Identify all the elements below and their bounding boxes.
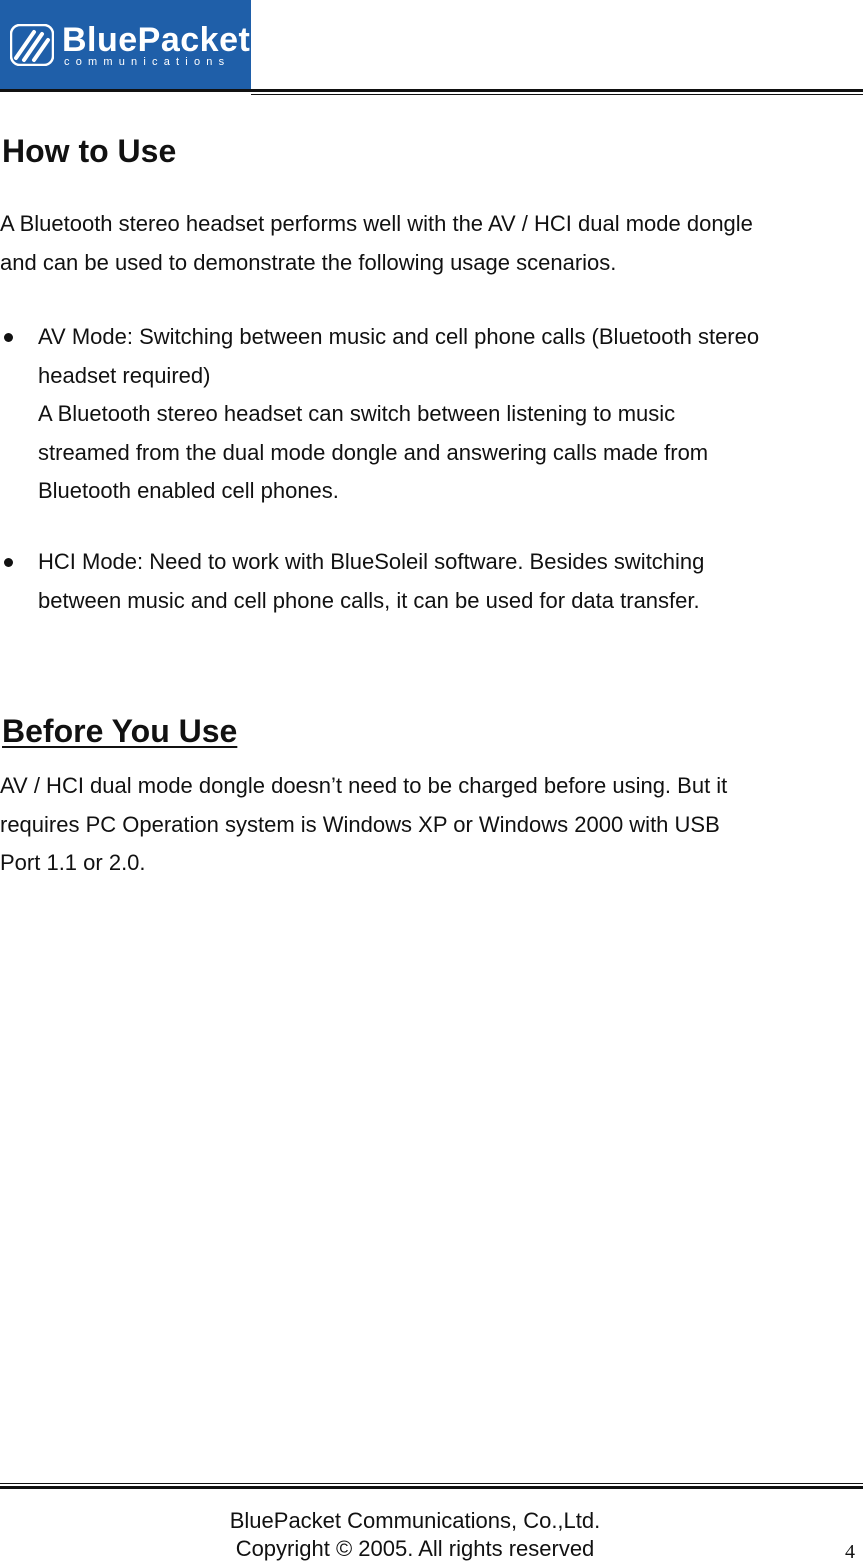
list-item-av-mode <box>0 318 860 511</box>
list-item-line: A Bluetooth stereo headset can switch between listening to music <box>38 401 676 426</box>
list-item-line: HCI Mode: Need to work with BlueSoleil software. Besides switching <box>38 549 705 574</box>
list-item-line: between music and cell phone calls, it can be used for data transfer. <box>38 587 700 613</box>
footer-divider-thin <box>0 1483 863 1484</box>
intro-line: and can be used to demonstrate the following usage scenarios. <box>0 249 617 275</box>
header-divider-thin <box>251 94 863 95</box>
logo-tagline: communications <box>64 56 231 68</box>
footer-divider <box>0 1486 863 1489</box>
list-item-line: AV Mode: Switching between music and cell phone calls (Bluetooth stereo <box>38 324 760 349</box>
list-item-line: Bluetooth enabled cell phones. <box>38 478 339 503</box>
logo-name: BluePacket <box>62 21 251 59</box>
footer-company: BluePacket Communications, Co.,Ltd. <box>229 1508 601 1533</box>
company-logo <box>0 0 251 89</box>
intro-paragraph <box>0 205 860 282</box>
list-item-line: headset required) <box>38 362 211 388</box>
intro-line: A Bluetooth stereo headset performs well with the AV / HCI dual mode dongle <box>0 211 753 236</box>
page-number: 4 <box>845 1541 855 1563</box>
list-item-line: streamed from the dual mode dongle and answering calls made from <box>38 439 709 465</box>
paragraph-line: requires PC Operation system is Windows XP or Windows 2000 with USB <box>0 811 720 837</box>
bullet-icon <box>4 558 13 567</box>
usage-scenario-list <box>0 543 860 620</box>
bullet-icon <box>4 333 13 342</box>
paragraph-line: AV / HCI dual mode dongle doesn’t need to be charged before using. But it <box>0 773 728 798</box>
before-you-use-paragraph <box>0 767 860 883</box>
usage-scenario-list <box>0 318 860 511</box>
bluepacket-logo-icon <box>10 24 54 66</box>
list-item-hci-mode <box>0 543 860 620</box>
section-heading-before-you-use: Before You Use <box>2 713 238 749</box>
header-divider <box>0 89 863 92</box>
footer-copyright: Copyright © 2005. All rights reserved <box>235 1536 595 1561</box>
section-heading-how-to-use: How to Use <box>2 133 177 169</box>
paragraph-line: Port 1.1 or 2.0. <box>0 850 146 875</box>
